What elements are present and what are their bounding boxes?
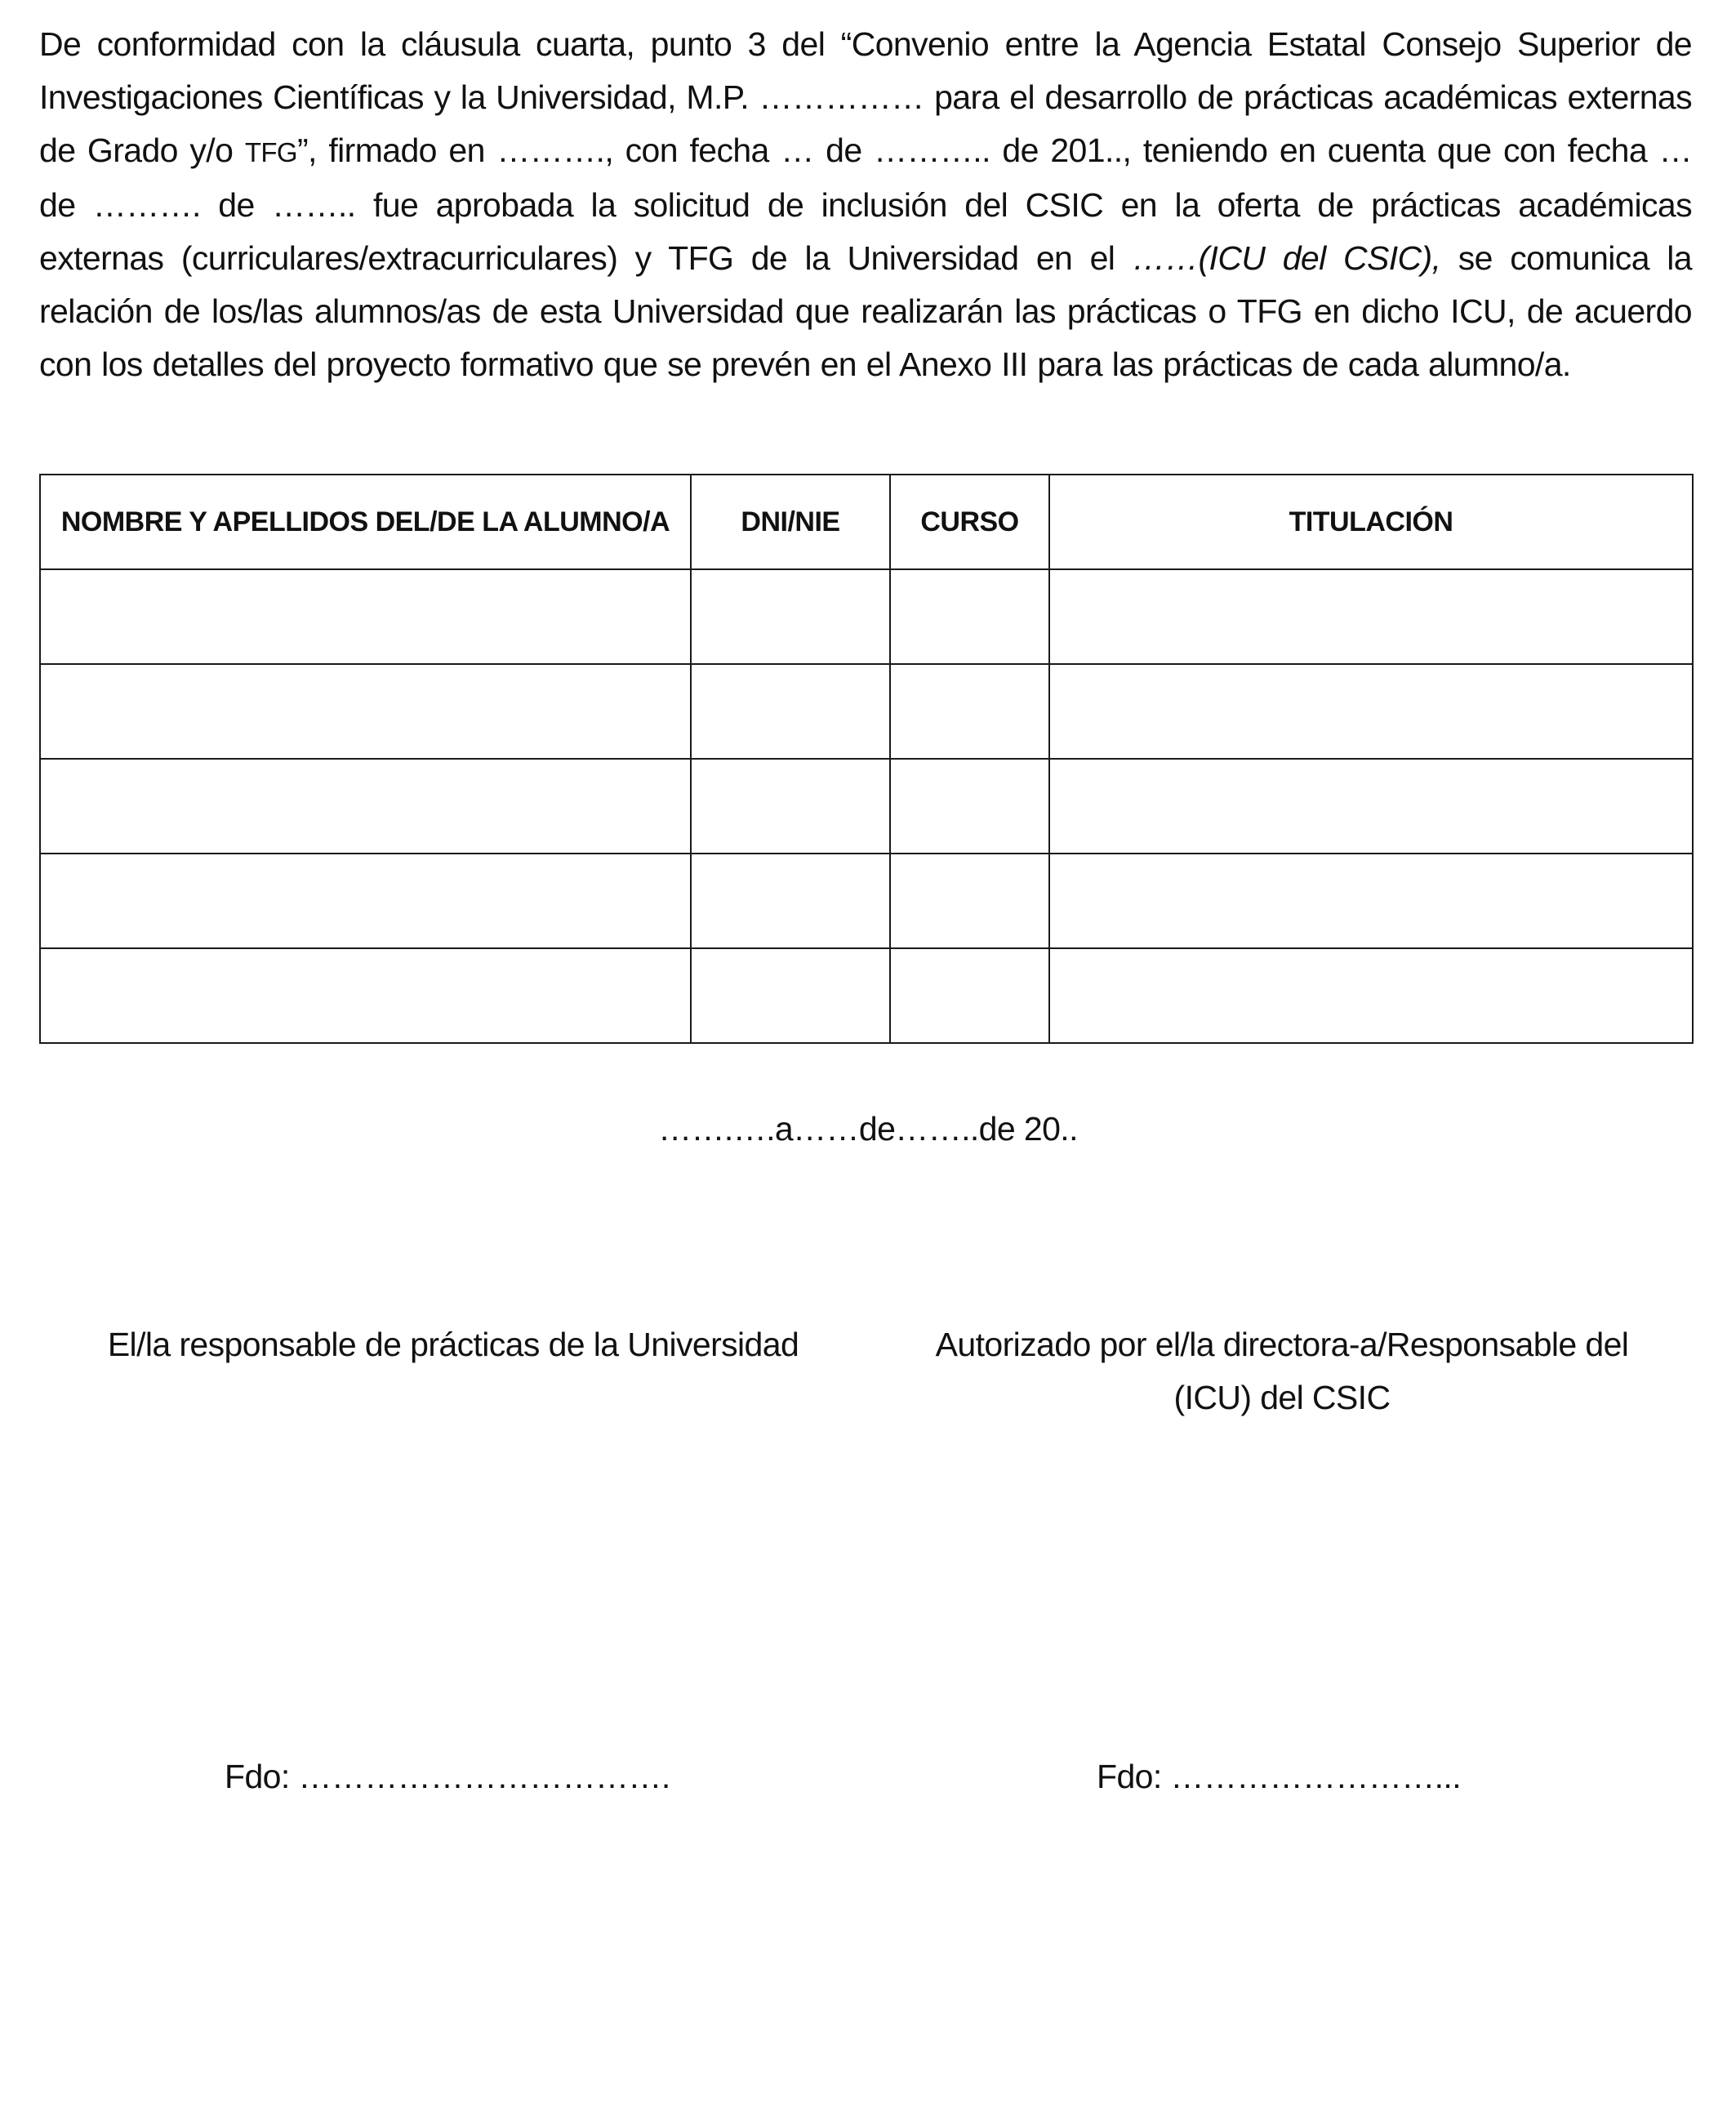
- cell-nombre[interactable]: [40, 569, 691, 664]
- table-row: [40, 948, 1693, 1043]
- cell-titulacion[interactable]: [1049, 948, 1693, 1043]
- csic-signature-line: Fdo: ……………………...: [1097, 1758, 1462, 1795]
- csic-signatory-title: [906, 1318, 1658, 1424]
- intro-icu-placeholder: ……(ICU del CSIC),: [1132, 239, 1441, 277]
- cell-titulacion[interactable]: [1049, 759, 1693, 854]
- university-signatory-title: El/la responsable de prácticas de la Universidad: [107, 1326, 799, 1363]
- table-header-row: [40, 475, 1693, 569]
- cell-titulacion[interactable]: [1049, 569, 1693, 664]
- csic-signatory-title-line-1: Autorizado por el/la directora-a/Responsable del: [935, 1326, 1629, 1363]
- cell-curso[interactable]: [890, 569, 1049, 664]
- cell-nombre[interactable]: [40, 948, 691, 1043]
- cell-dni[interactable]: [691, 948, 890, 1043]
- csic-signatory-title-line-2: (ICU) del CSIC: [1173, 1379, 1391, 1416]
- intro-text-part-2: ”, firmado en ………., con fecha … de ……….. de 201.., teniendo en cuenta que con fecha … de ………. de …….. fue aprobada la solicitud de inclusión del CSIC en la oferta de prácticas académicas externas (curriculares/extracurriculares) y TFG de la Universidad en el: [39, 132, 1692, 277]
- header-dni: DNI/NIE: [691, 475, 890, 569]
- header-nombre: NOMBRE Y APELLIDOS DEL/DE LA ALUMNO/A: [40, 475, 691, 569]
- header-curso: CURSO: [890, 475, 1049, 569]
- table-row: [40, 854, 1693, 948]
- header-titulacion: TITULACIÓN: [1049, 475, 1693, 569]
- intro-text-part-1: De conformidad con la cláusula cuarta, punto 3 del “Convenio entre la Agencia Estatal Consejo Superior de Investigaciones Científicas y la Universidad, M.P. …………… para el desarrollo de prácticas académicas externas de Grado y/o: [39, 25, 1692, 169]
- intro-paragraph: [39, 18, 1692, 391]
- table-row: [40, 759, 1693, 854]
- cell-titulacion[interactable]: [1049, 664, 1693, 759]
- cell-curso[interactable]: [890, 664, 1049, 759]
- table-row: [40, 664, 1693, 759]
- table-row: [40, 569, 1693, 664]
- cell-nombre[interactable]: [40, 664, 691, 759]
- intro-text-part-3: se comunica la relación de los/las alumnos/as de esta Universidad que realizarán las prácticas o TFG en dicho ICU, de acuerdo con los detalles del proyecto formativo que se prevén en el Anexo III para las prácticas de cada alumno/a.: [39, 239, 1692, 383]
- cell-dni[interactable]: [691, 759, 890, 854]
- cell-dni[interactable]: [691, 854, 890, 948]
- intro-tfg-abbr: TFG: [244, 137, 297, 167]
- students-table: [39, 474, 1694, 1044]
- cell-curso[interactable]: [890, 854, 1049, 948]
- university-signature-line: Fdo: …………………………….: [225, 1758, 670, 1795]
- cell-titulacion[interactable]: [1049, 854, 1693, 948]
- cell-dni[interactable]: [691, 664, 890, 759]
- place-date-line: …….….a……de……..de 20..: [658, 1110, 1078, 1148]
- cell-dni[interactable]: [691, 569, 890, 664]
- cell-nombre[interactable]: [40, 759, 691, 854]
- cell-curso[interactable]: [890, 759, 1049, 854]
- cell-curso[interactable]: [890, 948, 1049, 1043]
- cell-nombre[interactable]: [40, 854, 691, 948]
